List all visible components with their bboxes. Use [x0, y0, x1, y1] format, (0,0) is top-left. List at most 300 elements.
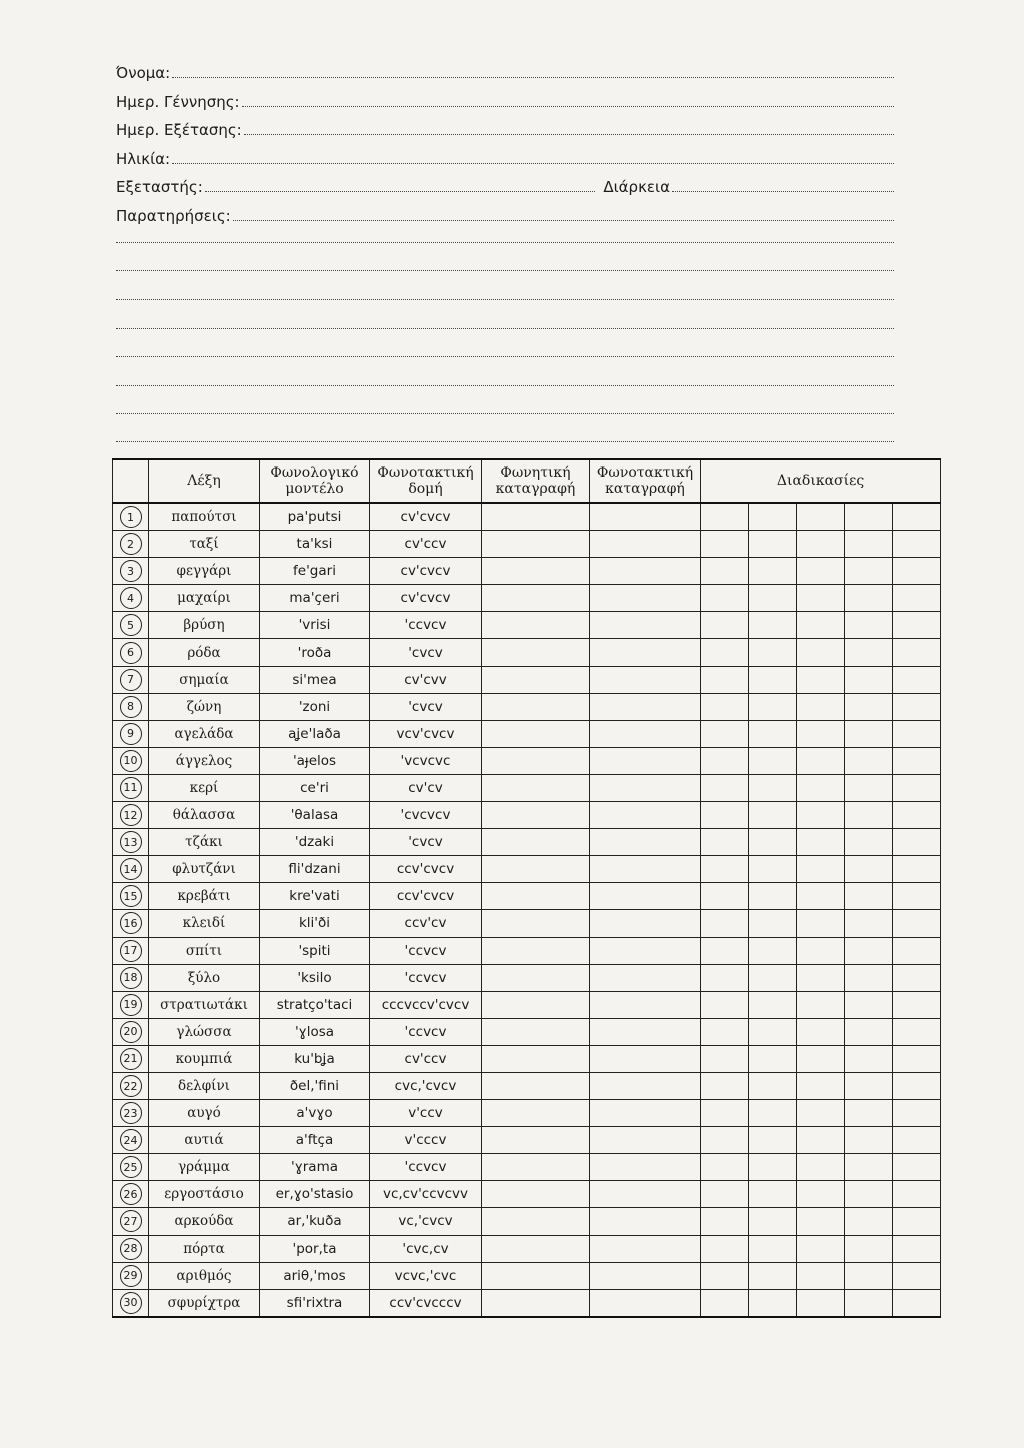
phonotactic-structure-cell: cv'cvcv	[370, 503, 482, 531]
phonological-model-cell: a'ftça	[260, 1127, 370, 1154]
process-cell[interactable]	[749, 991, 797, 1018]
phonological-model-cell: si'mea	[260, 666, 370, 693]
phonological-model-cell: fli'dzani	[260, 856, 370, 883]
word-cell: εργοστάσιο	[149, 1181, 260, 1208]
process-cell[interactable]	[893, 720, 941, 747]
process-cell[interactable]	[797, 1181, 845, 1208]
table-row	[113, 1262, 941, 1289]
process-cell[interactable]	[893, 1045, 941, 1072]
process-cell[interactable]	[893, 829, 941, 856]
phonotactic-transcription-cell[interactable]	[590, 883, 701, 910]
notes-blank-line[interactable]	[116, 298, 894, 300]
process-cell[interactable]	[749, 1018, 797, 1045]
process-cell[interactable]	[845, 1127, 893, 1154]
phonetic-transcription-cell[interactable]	[482, 1262, 590, 1289]
phonetic-transcription-cell[interactable]	[482, 1127, 590, 1154]
phonetic-transcription-cell[interactable]	[482, 720, 590, 747]
phonetic-transcription-cell[interactable]	[482, 1018, 590, 1045]
process-cell[interactable]	[749, 503, 797, 531]
word-cell: αριθμός	[149, 1262, 260, 1289]
notes-blank-line[interactable]	[116, 440, 894, 442]
phonetic-transcription-cell[interactable]	[482, 1289, 590, 1317]
process-cell[interactable]	[845, 666, 893, 693]
process-cell[interactable]	[701, 747, 749, 774]
phonotactic-transcription-cell[interactable]	[590, 1208, 701, 1235]
process-cell[interactable]	[893, 639, 941, 666]
word-cell: κλειδί	[149, 910, 260, 937]
row-number-cell	[113, 612, 149, 639]
row-number-cell	[113, 503, 149, 531]
process-cell[interactable]	[797, 1045, 845, 1072]
process-cell[interactable]	[701, 1181, 749, 1208]
process-cell[interactable]	[893, 802, 941, 829]
phonotactic-structure-cell: vc,'cvcv	[370, 1208, 482, 1235]
phonetic-transcription-cell[interactable]	[482, 585, 590, 612]
process-cell[interactable]	[797, 1154, 845, 1181]
phonotactic-transcription-cell[interactable]	[590, 1045, 701, 1072]
phonotactic-transcription-cell[interactable]	[590, 964, 701, 991]
table-row	[113, 1154, 941, 1181]
process-cell[interactable]	[749, 937, 797, 964]
process-cell[interactable]	[845, 1100, 893, 1127]
word-cell: παπούτσι	[149, 503, 260, 531]
phonotactic-transcription-cell[interactable]	[590, 1127, 701, 1154]
phonetic-transcription-cell[interactable]	[482, 503, 590, 531]
process-cell[interactable]	[797, 991, 845, 1018]
process-cell[interactable]	[749, 1045, 797, 1072]
process-cell[interactable]	[797, 1127, 845, 1154]
process-cell[interactable]	[845, 1181, 893, 1208]
process-cell[interactable]	[701, 639, 749, 666]
process-cell[interactable]	[701, 666, 749, 693]
process-cell[interactable]	[893, 883, 941, 910]
process-cell[interactable]	[893, 503, 941, 531]
process-cell[interactable]	[893, 1018, 941, 1045]
row-number-badge: 13	[120, 831, 142, 853]
exam-date-dotted-line	[244, 130, 894, 135]
process-cell[interactable]	[797, 856, 845, 883]
birth-date-field[interactable]	[116, 87, 894, 111]
row-number-cell	[113, 693, 149, 720]
phonotactic-transcription-cell[interactable]	[590, 1154, 701, 1181]
table-row	[113, 964, 941, 991]
process-cell[interactable]	[845, 802, 893, 829]
process-cell[interactable]	[701, 1235, 749, 1262]
process-cell[interactable]	[797, 503, 845, 531]
word-cell: θάλασσα	[149, 802, 260, 829]
process-cell[interactable]	[893, 531, 941, 558]
process-cell[interactable]	[893, 856, 941, 883]
notes-blank-line[interactable]	[116, 384, 894, 386]
word-cell: αυγό	[149, 1100, 260, 1127]
phonetic-transcription-cell[interactable]	[482, 558, 590, 585]
row-number-cell	[113, 1208, 149, 1235]
phonotactic-structure-cell: cccvccv'cvcv	[370, 991, 482, 1018]
process-cell[interactable]	[893, 910, 941, 937]
process-cell[interactable]	[893, 1127, 941, 1154]
phonotactic-transcription-cell[interactable]	[590, 829, 701, 856]
process-cell[interactable]	[701, 910, 749, 937]
process-cell[interactable]	[749, 829, 797, 856]
notes-blank-line[interactable]	[116, 269, 894, 271]
process-cell[interactable]	[701, 1154, 749, 1181]
notes-blank-line[interactable]	[116, 327, 894, 329]
header-model-line2: μοντέλο	[285, 481, 344, 497]
phonetic-transcription-cell[interactable]	[482, 1100, 590, 1127]
process-cell[interactable]	[749, 1235, 797, 1262]
phonological-model-cell: 'spiti	[260, 937, 370, 964]
notes-blank-line[interactable]	[116, 412, 894, 414]
word-cell: γράμμα	[149, 1154, 260, 1181]
phonotactic-transcription-cell[interactable]	[590, 774, 701, 801]
word-cell: φεγγάρι	[149, 558, 260, 585]
process-cell[interactable]	[797, 1100, 845, 1127]
process-cell[interactable]	[845, 1208, 893, 1235]
process-cell[interactable]	[701, 693, 749, 720]
phonotactic-transcription-cell[interactable]	[590, 991, 701, 1018]
process-cell[interactable]	[749, 1154, 797, 1181]
process-cell[interactable]	[749, 558, 797, 585]
phonotactic-structure-cell: cv'cvcv	[370, 558, 482, 585]
process-cell[interactable]	[749, 666, 797, 693]
process-cell[interactable]	[845, 1072, 893, 1099]
process-cell[interactable]	[845, 585, 893, 612]
table-row	[113, 856, 941, 883]
process-cell[interactable]	[701, 937, 749, 964]
row-number-badge: 29	[120, 1265, 142, 1287]
word-cell: στρατιωτάκι	[149, 991, 260, 1018]
phonotactic-transcription-cell[interactable]	[590, 910, 701, 937]
header-processes: Διαδικασίες	[701, 459, 941, 503]
process-cell[interactable]	[749, 1289, 797, 1317]
phonotactic-structure-cell: 'vcvcvc	[370, 747, 482, 774]
process-cell[interactable]	[749, 1127, 797, 1154]
word-cell: αρκούδα	[149, 1208, 260, 1235]
process-cell[interactable]	[845, 639, 893, 666]
phonotactic-transcription-cell[interactable]	[590, 1181, 701, 1208]
process-cell[interactable]	[701, 991, 749, 1018]
process-cell[interactable]	[845, 937, 893, 964]
phonetic-transcription-cell[interactable]	[482, 1045, 590, 1072]
table-row	[113, 531, 941, 558]
row-number-cell	[113, 666, 149, 693]
process-cell[interactable]	[749, 964, 797, 991]
process-cell[interactable]	[845, 1018, 893, 1045]
process-cell[interactable]	[797, 558, 845, 585]
process-cell[interactable]	[749, 639, 797, 666]
process-cell[interactable]	[893, 1262, 941, 1289]
notes-blank-line[interactable]	[116, 355, 894, 357]
process-cell[interactable]	[797, 1072, 845, 1099]
process-cell[interactable]	[893, 991, 941, 1018]
process-cell[interactable]	[797, 1018, 845, 1045]
phonetic-transcription-cell[interactable]	[482, 1235, 590, 1262]
row-number-badge: 21	[120, 1048, 142, 1070]
row-number-badge: 19	[120, 994, 142, 1016]
phonological-model-cell: sfi'rixtra	[260, 1289, 370, 1317]
phonetic-transcription-cell[interactable]	[482, 774, 590, 801]
phonetic-transcription-cell[interactable]	[482, 639, 590, 666]
row-number-badge: 15	[120, 885, 142, 907]
row-number-badge: 8	[120, 696, 142, 718]
phonetic-transcription-cell[interactable]	[482, 937, 590, 964]
phonological-model-cell: ku'bʝa	[260, 1045, 370, 1072]
process-cell[interactable]	[845, 1154, 893, 1181]
phonotactic-transcription-cell[interactable]	[590, 802, 701, 829]
process-cell[interactable]	[701, 802, 749, 829]
phonetic-transcription-cell[interactable]	[482, 666, 590, 693]
process-cell[interactable]	[893, 964, 941, 991]
table-row	[113, 1045, 941, 1072]
process-cell[interactable]	[701, 531, 749, 558]
phonological-model-cell: ar,'kuða	[260, 1208, 370, 1235]
phonetic-transcription-cell[interactable]	[482, 531, 590, 558]
phonological-model-cell: 'zoni	[260, 693, 370, 720]
phonotactic-transcription-cell[interactable]	[590, 503, 701, 531]
row-number-cell	[113, 774, 149, 801]
phonotactic-transcription-cell[interactable]	[590, 856, 701, 883]
process-cell[interactable]	[701, 964, 749, 991]
age-field[interactable]	[116, 144, 894, 168]
process-cell[interactable]	[701, 1208, 749, 1235]
process-cell[interactable]	[893, 1289, 941, 1317]
process-cell[interactable]	[701, 558, 749, 585]
process-cell[interactable]	[749, 856, 797, 883]
process-cell[interactable]	[749, 1100, 797, 1127]
name-field[interactable]	[116, 58, 894, 82]
word-cell: κρεβάτι	[149, 883, 260, 910]
process-cell[interactable]	[845, 612, 893, 639]
process-cell[interactable]	[893, 585, 941, 612]
notes-blank-line[interactable]	[116, 241, 894, 243]
process-cell[interactable]	[797, 747, 845, 774]
process-cell[interactable]	[797, 639, 845, 666]
phonetic-transcription-cell[interactable]	[482, 883, 590, 910]
process-cell[interactable]	[845, 829, 893, 856]
process-cell[interactable]	[701, 1018, 749, 1045]
process-cell[interactable]	[845, 883, 893, 910]
process-cell[interactable]	[797, 720, 845, 747]
process-cell[interactable]	[845, 693, 893, 720]
row-number-badge: 3	[120, 560, 142, 582]
process-cell[interactable]	[893, 612, 941, 639]
process-cell[interactable]	[845, 531, 893, 558]
process-cell[interactable]	[749, 910, 797, 937]
phonotactic-transcription-cell[interactable]	[590, 585, 701, 612]
process-cell[interactable]	[893, 937, 941, 964]
phonological-model-cell: fe'gari	[260, 558, 370, 585]
process-cell[interactable]	[797, 802, 845, 829]
process-cell[interactable]	[893, 1181, 941, 1208]
process-cell[interactable]	[749, 774, 797, 801]
table-row	[113, 802, 941, 829]
phonotactic-transcription-cell[interactable]	[590, 558, 701, 585]
examiner-dotted-line[interactable]	[205, 187, 596, 192]
process-cell[interactable]	[701, 1127, 749, 1154]
process-cell[interactable]	[797, 585, 845, 612]
process-cell[interactable]	[701, 612, 749, 639]
phonotactic-structure-cell: v'ccv	[370, 1100, 482, 1127]
process-cell[interactable]	[701, 1045, 749, 1072]
phonetic-transcription-cell[interactable]	[482, 991, 590, 1018]
process-cell[interactable]	[701, 856, 749, 883]
process-cell[interactable]	[749, 747, 797, 774]
phonotactic-transcription-cell[interactable]	[590, 1235, 701, 1262]
row-number-badge: 6	[120, 642, 142, 664]
process-cell[interactable]	[893, 747, 941, 774]
process-cell[interactable]	[797, 910, 845, 937]
row-number-badge: 25	[120, 1156, 142, 1178]
table-row	[113, 585, 941, 612]
process-cell[interactable]	[749, 612, 797, 639]
table-row	[113, 666, 941, 693]
table-row	[113, 883, 941, 910]
phonotactic-transcription-cell[interactable]	[590, 1072, 701, 1099]
notes-field[interactable]	[116, 201, 894, 225]
process-cell[interactable]	[797, 774, 845, 801]
phonotactic-structure-cell: ccv'cv	[370, 910, 482, 937]
phonetic-transcription-cell[interactable]	[482, 693, 590, 720]
process-cell[interactable]	[701, 883, 749, 910]
process-cell[interactable]	[701, 774, 749, 801]
process-cell[interactable]	[701, 1289, 749, 1317]
row-number-cell	[113, 1100, 149, 1127]
process-cell[interactable]	[749, 1208, 797, 1235]
phonetic-transcription-cell[interactable]	[482, 1154, 590, 1181]
process-cell[interactable]	[845, 1045, 893, 1072]
exam-date-field[interactable]	[116, 115, 894, 139]
process-cell[interactable]	[893, 774, 941, 801]
phonological-model-cell: stratço'taci	[260, 991, 370, 1018]
process-cell[interactable]	[845, 558, 893, 585]
process-cell[interactable]	[797, 693, 845, 720]
phonotactic-transcription-cell[interactable]	[590, 693, 701, 720]
process-cell[interactable]	[797, 1289, 845, 1317]
word-cell: γλώσσα	[149, 1018, 260, 1045]
phonological-model-cell: kli'ði	[260, 910, 370, 937]
row-number-badge: 23	[120, 1102, 142, 1124]
process-cell[interactable]	[845, 774, 893, 801]
phonetic-transcription-cell[interactable]	[482, 829, 590, 856]
process-cell[interactable]	[845, 856, 893, 883]
phonotactic-transcription-cell[interactable]	[590, 666, 701, 693]
process-cell[interactable]	[797, 612, 845, 639]
table-row	[113, 991, 941, 1018]
process-cell[interactable]	[893, 1235, 941, 1262]
phonetic-transcription-cell[interactable]	[482, 856, 590, 883]
process-cell[interactable]	[701, 829, 749, 856]
process-cell[interactable]	[797, 964, 845, 991]
phonotactic-transcription-cell[interactable]	[590, 1262, 701, 1289]
process-cell[interactable]	[749, 883, 797, 910]
process-cell[interactable]	[701, 1100, 749, 1127]
phonetic-transcription-cell[interactable]	[482, 1072, 590, 1099]
phonotactic-structure-cell: 'cvcv	[370, 639, 482, 666]
row-number-cell	[113, 991, 149, 1018]
process-cell[interactable]	[845, 720, 893, 747]
process-cell[interactable]	[845, 1262, 893, 1289]
phonotactic-transcription-cell[interactable]	[590, 747, 701, 774]
process-cell[interactable]	[797, 1208, 845, 1235]
process-cell[interactable]	[797, 1262, 845, 1289]
process-cell[interactable]	[749, 1072, 797, 1099]
phonetic-transcription-cell[interactable]	[482, 910, 590, 937]
phonotactic-transcription-cell[interactable]	[590, 937, 701, 964]
phonetic-transcription-cell[interactable]	[482, 747, 590, 774]
process-cell[interactable]	[797, 937, 845, 964]
phonotactic-transcription-cell[interactable]	[590, 1018, 701, 1045]
row-number-cell	[113, 964, 149, 991]
row-number-badge: 12	[120, 804, 142, 826]
table-row	[113, 910, 941, 937]
header-struct-line1: Φωνοτακτική	[377, 465, 474, 481]
process-cell[interactable]	[893, 1208, 941, 1235]
phonetic-transcription-cell[interactable]	[482, 612, 590, 639]
process-cell[interactable]	[845, 747, 893, 774]
process-cell[interactable]	[893, 558, 941, 585]
process-cell[interactable]	[749, 1262, 797, 1289]
process-cell[interactable]	[845, 964, 893, 991]
phonological-model-cell: 'por,ta	[260, 1235, 370, 1262]
process-cell[interactable]	[749, 693, 797, 720]
process-cell[interactable]	[893, 1072, 941, 1099]
phonotactic-structure-cell: 'cvc,cv	[370, 1235, 482, 1262]
process-cell[interactable]	[701, 585, 749, 612]
phonetic-transcription-cell[interactable]	[482, 1181, 590, 1208]
phonotactic-transcription-cell[interactable]	[590, 531, 701, 558]
phonotactic-transcription-cell[interactable]	[590, 639, 701, 666]
name-label: Όνομα:	[116, 64, 171, 82]
process-cell[interactable]	[797, 1235, 845, 1262]
process-cell[interactable]	[749, 720, 797, 747]
duration-dotted-line[interactable]	[672, 187, 894, 192]
process-cell[interactable]	[701, 1262, 749, 1289]
phonotactic-transcription-cell[interactable]	[590, 612, 701, 639]
process-cell[interactable]	[749, 585, 797, 612]
phonetic-transcription-cell[interactable]	[482, 802, 590, 829]
phonetic-transcription-cell[interactable]	[482, 964, 590, 991]
process-cell[interactable]	[701, 720, 749, 747]
table-row	[113, 503, 941, 531]
process-cell[interactable]	[797, 883, 845, 910]
process-cell[interactable]	[845, 1289, 893, 1317]
process-cell[interactable]	[893, 666, 941, 693]
process-cell[interactable]	[797, 666, 845, 693]
process-cell[interactable]	[845, 503, 893, 531]
process-cell[interactable]	[845, 1235, 893, 1262]
process-cell[interactable]	[701, 1072, 749, 1099]
phonetic-transcription-cell[interactable]	[482, 1208, 590, 1235]
process-cell[interactable]	[893, 1100, 941, 1127]
process-cell[interactable]	[749, 531, 797, 558]
process-cell[interactable]	[797, 829, 845, 856]
process-cell[interactable]	[749, 802, 797, 829]
process-cell[interactable]	[701, 503, 749, 531]
phonotactic-transcription-cell[interactable]	[590, 1289, 701, 1317]
process-cell[interactable]	[797, 531, 845, 558]
process-cell[interactable]	[845, 910, 893, 937]
header-word: Λέξη	[149, 459, 260, 503]
process-cell[interactable]	[845, 991, 893, 1018]
row-number-badge: 22	[120, 1075, 142, 1097]
phonotactic-transcription-cell[interactable]	[590, 1100, 701, 1127]
row-number-cell	[113, 1235, 149, 1262]
phonotactic-structure-cell: 'cvcvcv	[370, 802, 482, 829]
process-cell[interactable]	[893, 693, 941, 720]
process-cell[interactable]	[893, 1154, 941, 1181]
process-cell[interactable]	[749, 1181, 797, 1208]
phonotactic-transcription-cell[interactable]	[590, 720, 701, 747]
